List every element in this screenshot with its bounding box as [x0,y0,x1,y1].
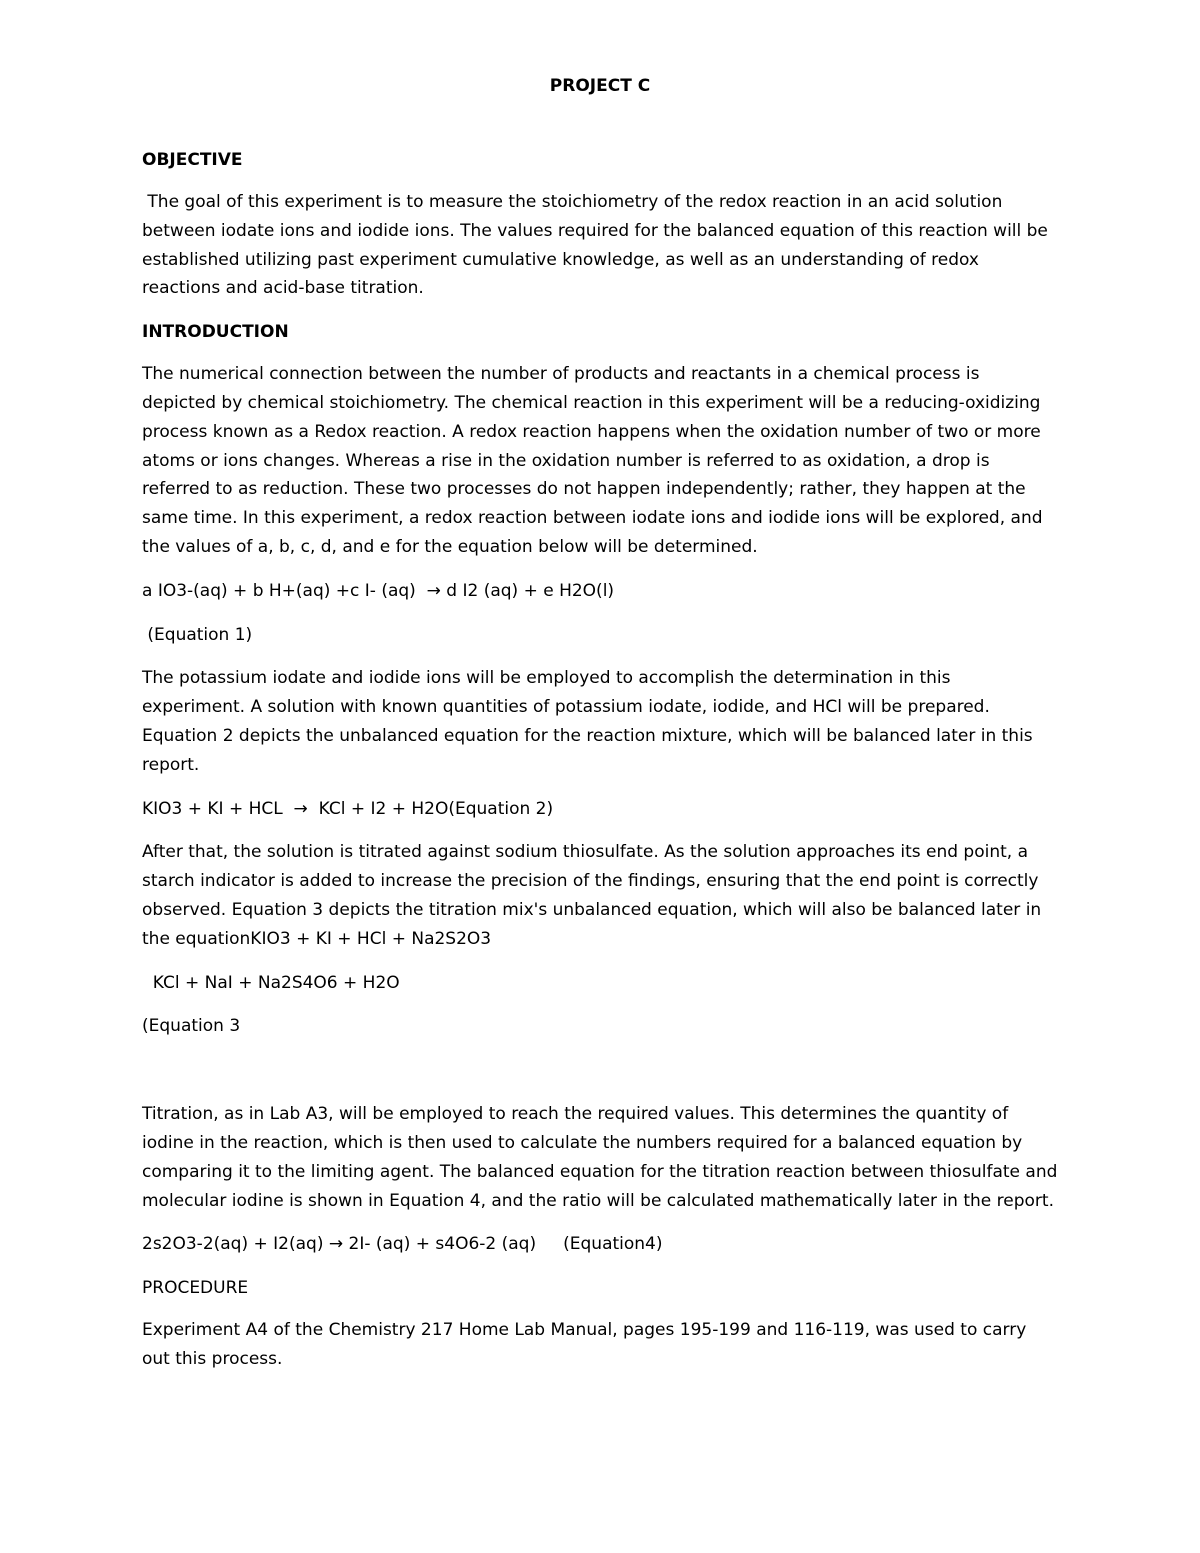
equation-2: KIO3 + KI + HCL → KCl + I2 + H2O(Equation 2) [142,798,554,819]
objective-paragraph: The goal of this experiment is to measure the stoichiometry of the redox reaction in an acid solution between iodate ions and iodide ions. The values required for the balanced equation of this reaction will be established utilizing past experiment cumulative knowledge, as well as an understanding of redox reactions and acid-base titration. [142,192,1054,299]
procedure-heading: PROCEDURE [142,1278,249,1299]
introduction-paragraph-3: After that, the solution is titrated against sodium thiosulfate. As the solution approaches its end point, a starch indicator is added to increase the precision of the findings, ensuring that the end point is correctly observed. Equation 3 depicts the titration mix's unbalanced equation, which will also be balanced later in the equationKIO3 + KI + HCl + Na2S2O3 [142,842,1042,949]
equation-1: a IO3-(aq) + b H+(aq) +c I- (aq) → d I2 (aq) + e H2O(l) [142,580,615,601]
equation-3: KCl + NaI + Na2S4O6 + H2O [142,972,400,993]
equation-4: 2s2O3-2(aq) + I2(aq) → 2I- (aq) + s4O6-2 (aq) (Equation4) [142,1234,663,1255]
introduction-paragraph-2: The potassium iodate and iodide ions will be employed to accomplish the determination in this experiment. A solution with known quantities of potassium iodate, iodide, and HCl will be prepared. Equation 2 depicts the unbalanced equation for the reaction mixture, which will be balanced later in this report. [142,668,1033,775]
introduction-paragraph-1: The numerical connection between the number of products and reactants in a chemical process is depicted by chemical stoichiometry. The chemical reaction in this experiment will be a reducing-oxidizing process known as a Redox reaction. A redox reaction happens when the oxidation number of two or more atoms or ions changes. Whereas a rise in the oxidation number is referred to as oxidation, a drop is referred to as reduction. These two processes do not happen independently; rather, they happen at the same time. In this experiment, a redox reaction between iodate ions and iodide ions will be explored, and the values of a, b, c, d, and e for the equation below will be determined. [142,364,1043,557]
objective-heading: OBJECTIVE [142,150,243,170]
blank-line [142,1056,1058,1100]
document-title: PROJECT C [549,76,651,96]
introduction-paragraph-4: Titration, as in Lab A3, will be employed to reach the required values. This determines the quantity of iodine in the reaction, which is then used to calculate the numbers required for a balanced equation by comparing it to the limiting agent. The balanced equation for the titration reaction between thiosulfate and molecular iodine is shown in Equation 4, and the ratio will be calculated mathematically later in the report. [142,1104,1058,1211]
procedure-paragraph: Experiment A4 of the Chemistry 217 Home Lab Manual, pages 195-199 and 116-119, was used to carry out this process. [142,1320,1027,1369]
equation-1-label: (Equation 1) [142,624,253,645]
introduction-heading: INTRODUCTION [142,322,289,343]
equation-3-label: (Equation 3 [142,1016,241,1037]
